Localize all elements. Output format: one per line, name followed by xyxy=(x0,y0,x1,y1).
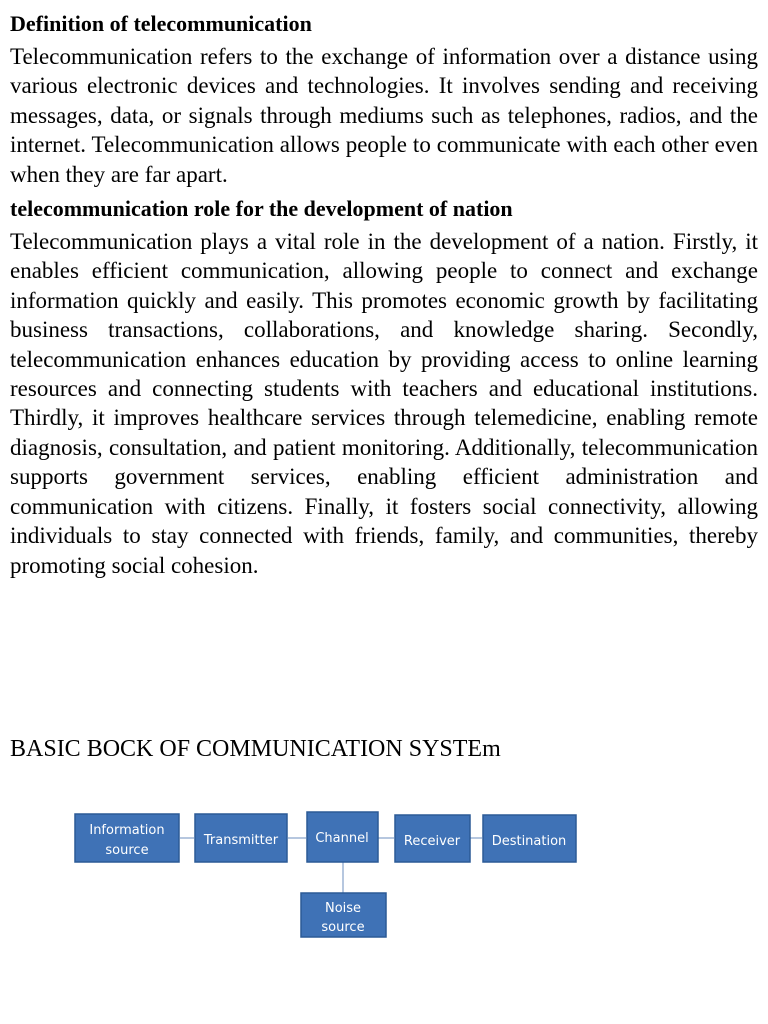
document-page xyxy=(10,8,758,584)
role-heading: telecommunication role for the development of nation xyxy=(10,196,513,222)
role-paragraph: Telecommunication plays a vital role in the development of a nation. Firstly, it enables efficient communication, allowing people to connect and exchange information quickly and easily. This promotes economic growth by facilitating business transactions, collaborations, and knowledge sharing. Secondly, telecommunication enhances education by providing access to online learning resources and connecting students with teachers and educational institutions. Thirdly, it improves healthcare services through telemedicine, enabling remote diagnosis, consultation, and patient monitoring. Additionally, telecommunication supports government services, enabling efficient administration and communication with citizens. Finally, it fosters social connectivity, allowing individuals to stay connected with friends, family, and communities, thereby promoting social cohesion. xyxy=(10,229,758,578)
block-diagram-title: BASIC BOCK OF COMMUNICATION SYSTEm xyxy=(10,736,501,762)
destination-label: Destination xyxy=(491,834,567,849)
channel-label: Channel xyxy=(315,831,369,846)
noise-source-label-line2: source xyxy=(321,920,365,935)
transmitter-block xyxy=(195,814,287,862)
block-diagram-svg xyxy=(0,800,768,950)
noise-source-label-line1: Noise xyxy=(324,901,362,916)
channel-block xyxy=(307,812,378,862)
information-source-label-line2: source xyxy=(105,843,149,858)
information-source-label-line1: Information xyxy=(89,823,165,838)
destination-block xyxy=(483,815,576,862)
information-source-block xyxy=(75,814,179,862)
communication-block-diagram xyxy=(0,800,768,950)
noise-source-block xyxy=(301,893,386,937)
receiver-block xyxy=(395,815,470,862)
transmitter-label: Transmitter xyxy=(203,833,279,848)
definition-paragraph: Telecommunication refers to the exchange of information over a distance using various electronic devices and technologies. It involves sending and receiving messages, data, or signals through mediums such as telephones, radios, and the internet. Telecommunication allows people to communicate with each other even when they are far apart. xyxy=(10,44,758,187)
definition-heading: Definition of telecommunication xyxy=(10,11,312,36)
receiver-label: Receiver xyxy=(403,834,461,849)
